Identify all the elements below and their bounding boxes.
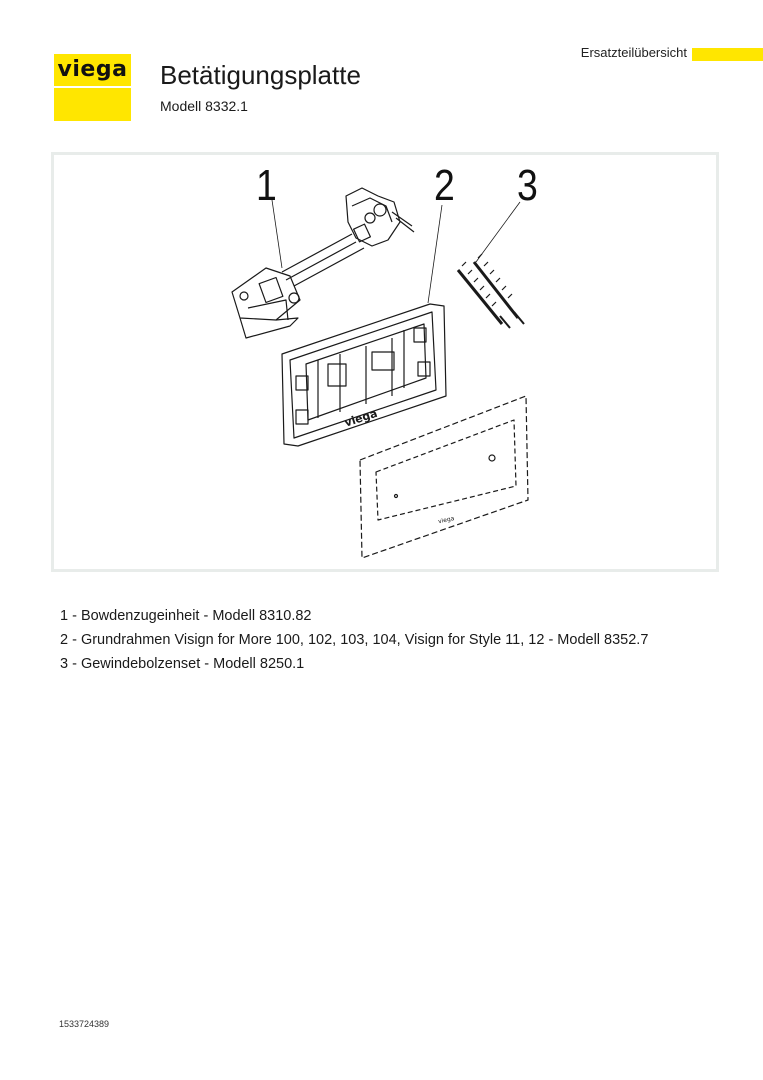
svg-text:viega: viega <box>342 406 379 430</box>
parts-list-item: 3 - Gewindebolzenset - Modell 8250.1 <box>60 656 305 672</box>
callout-2: 2 <box>434 161 455 210</box>
document-number: 1533724389 <box>59 1019 110 1029</box>
logo-text: viega <box>57 57 128 82</box>
leader-line-3 <box>476 202 520 262</box>
model-number: Modell 8332.1 <box>160 98 248 114</box>
parts-list-item: 1 - Bowdenzugeinheit - Modell 8310.82 <box>60 608 312 624</box>
parts-list <box>60 604 648 676</box>
actuator-plate <box>360 396 528 558</box>
svg-text:viega: viega <box>437 515 456 526</box>
document-type-label: Ersatzteilübersicht <box>580 45 687 60</box>
leader-line-2 <box>428 205 442 303</box>
leader-line-1 <box>272 200 282 268</box>
bowden-cable-unit <box>232 188 414 338</box>
callout-1: 1 <box>256 161 277 210</box>
base-frame <box>282 304 446 446</box>
threaded-bolts <box>458 254 524 328</box>
page-title: Betätigungsplatte <box>160 60 361 90</box>
parts-list-item: 2 - Grundrahmen Visign for More 100, 102, 103, 104, Visign for Style 11, 12 - Modell 8352.7 <box>60 632 649 648</box>
callout-3: 3 <box>517 161 538 210</box>
